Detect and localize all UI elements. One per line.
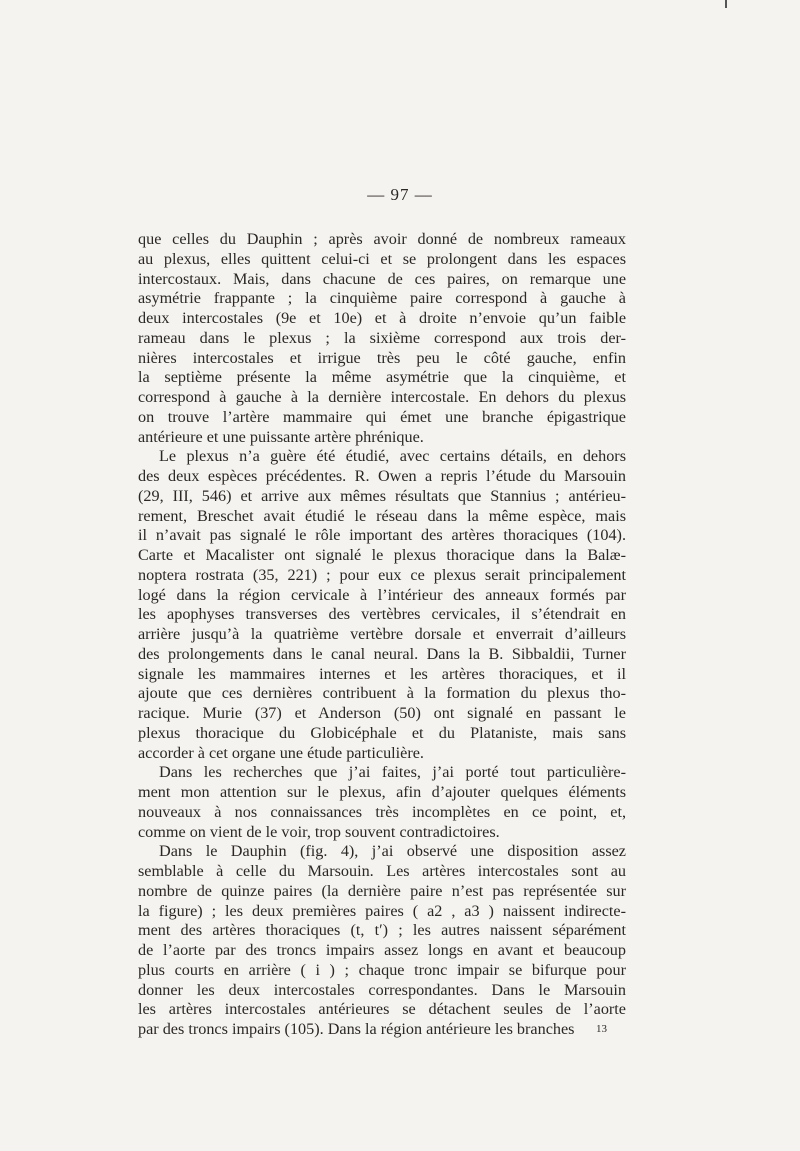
- text-line: correspond à gauche à la dernière intercostale. En dehors du plexus: [138, 388, 626, 406]
- text-line: nières intercostales et irrigue très peu le côté gauche, enfin: [138, 348, 626, 367]
- text-line: noptera rostrata (35, 221) ; pour eux ce plexus serait principalement: [138, 565, 626, 584]
- text-line: Dans le Dauphin (fig. 4), j’ai observé une disposition assez: [159, 842, 626, 861]
- text-line: rameau dans le plexus ; la sixième correspond aux trois der-: [138, 328, 626, 347]
- text-line: Le plexus n’a guère été étudié, avec certains détails, en dehors: [159, 447, 626, 466]
- signature-number: 13: [596, 1023, 607, 1035]
- text-line: donner les deux intercostales correspondantes. Dans le Marsouin: [138, 980, 626, 999]
- text-line: que celles du Dauphin ; après avoir donné de nombreux rameaux: [138, 230, 626, 248]
- text-line: accorder à cet organe une étude particulière.: [138, 743, 424, 762]
- paragraph: [138, 447, 626, 763]
- text-line: intercostaux. Mais, dans chacune de ces paires, on remarque une: [138, 269, 626, 288]
- text-line: antérieure et une puissante artère phrénique.: [138, 427, 424, 446]
- text-line: comme on vient de le voir, trop souvent contradictoires.: [138, 822, 500, 841]
- text-line: par des troncs impairs (105). Dans la région antérieure les branches: [138, 1020, 575, 1038]
- text-line: signale les mammaires internes et les artères thoraciques, et il: [138, 664, 626, 683]
- text-line: la septième présente la même asymétrie que la cinquième, et: [138, 368, 626, 387]
- text-line: semblable à celle du Marsouin. Les artères intercostales sont au: [138, 862, 626, 880]
- text-line: au plexus, elles quittent celui-ci et se prolongent dans les espaces: [138, 249, 626, 268]
- text-line: les artères intercostales antérieures se détachent seules de l’aorte: [138, 1000, 626, 1019]
- text-line: asymétrie frappante ; la cinquième paire correspond à gauche à: [138, 289, 626, 308]
- page-number: — 97 —: [367, 185, 433, 204]
- text-line: les apophyses transverses des vertèbres cervicales, il s’étendrait en: [138, 605, 626, 624]
- text-line: nombre de quinze paires (la dernière paire n’est pas représentée sur: [138, 881, 626, 900]
- text-line: plexus thoracique du Globicéphale et du Plataniste, mais sans: [138, 723, 626, 742]
- text-line: il n’avait pas signalé le rôle important des artères thoraciques (104).: [138, 526, 626, 545]
- text-line: ajoute que ces dernières contribuent à la formation du plexus tho-: [138, 684, 626, 703]
- text-line: rement, Breschet avait étudié le réseau dans la même espèce, mais: [138, 506, 626, 525]
- text-line: nouveaux à nos connaissances très incomplètes en ce point, et,: [138, 802, 626, 821]
- text-line: arrière jusqu’à la quatrième vertèbre dorsale et enverrait d’ailleurs: [138, 625, 626, 643]
- text-line: des deux espèces précédentes. R. Owen a repris l’étude du Marsouin: [138, 467, 626, 485]
- text-line: Carte et Macalister ont signalé le plexus thoracique dans la Balæ-: [138, 546, 626, 564]
- text-line: on trouve l’artère mammaire qui émet une branche épigastrique: [138, 407, 626, 426]
- paragraph: [138, 763, 626, 842]
- paragraph: [138, 842, 626, 1040]
- text-line: plus courts en arrière ( i ) ; chaque tronc impair se bifurque pour: [138, 960, 626, 979]
- text-line: de l’aorte par des troncs impairs assez longs en avant et beaucoup: [138, 941, 626, 959]
- text-line: (29, III, 546) et arrive aux mêmes résultats que Stannius ; antérieu-: [138, 486, 626, 505]
- text-line: la figure) ; les deux premières paires ( a2 , a3 ) naissent indirecte-: [138, 901, 626, 920]
- edge-mark: [725, 0, 727, 8]
- text-line: ment mon attention sur le plexus, afin d’ajouter quelques éléments: [138, 783, 626, 801]
- body-text: [138, 230, 626, 1040]
- text-line: des prolongements dans le canal neural. Dans la B. Sibbaldii, Turner: [138, 644, 626, 663]
- text-line: logé dans la région cervicale à l’intérieur des anneaux formés par: [138, 585, 626, 604]
- paragraph: [138, 230, 626, 447]
- text-line: racique. Murie (37) et Anderson (50) ont signalé en passant le: [138, 704, 626, 722]
- text-line: deux intercostales (9e et 10e) et à droite n’envoie qu’un faible: [138, 309, 626, 327]
- text-line: Dans les recherches que j’ai faites, j’ai porté tout particulière-: [159, 763, 626, 782]
- text-line: ment des artères thoraciques (t, t′) ; les autres naissent séparément: [138, 921, 626, 940]
